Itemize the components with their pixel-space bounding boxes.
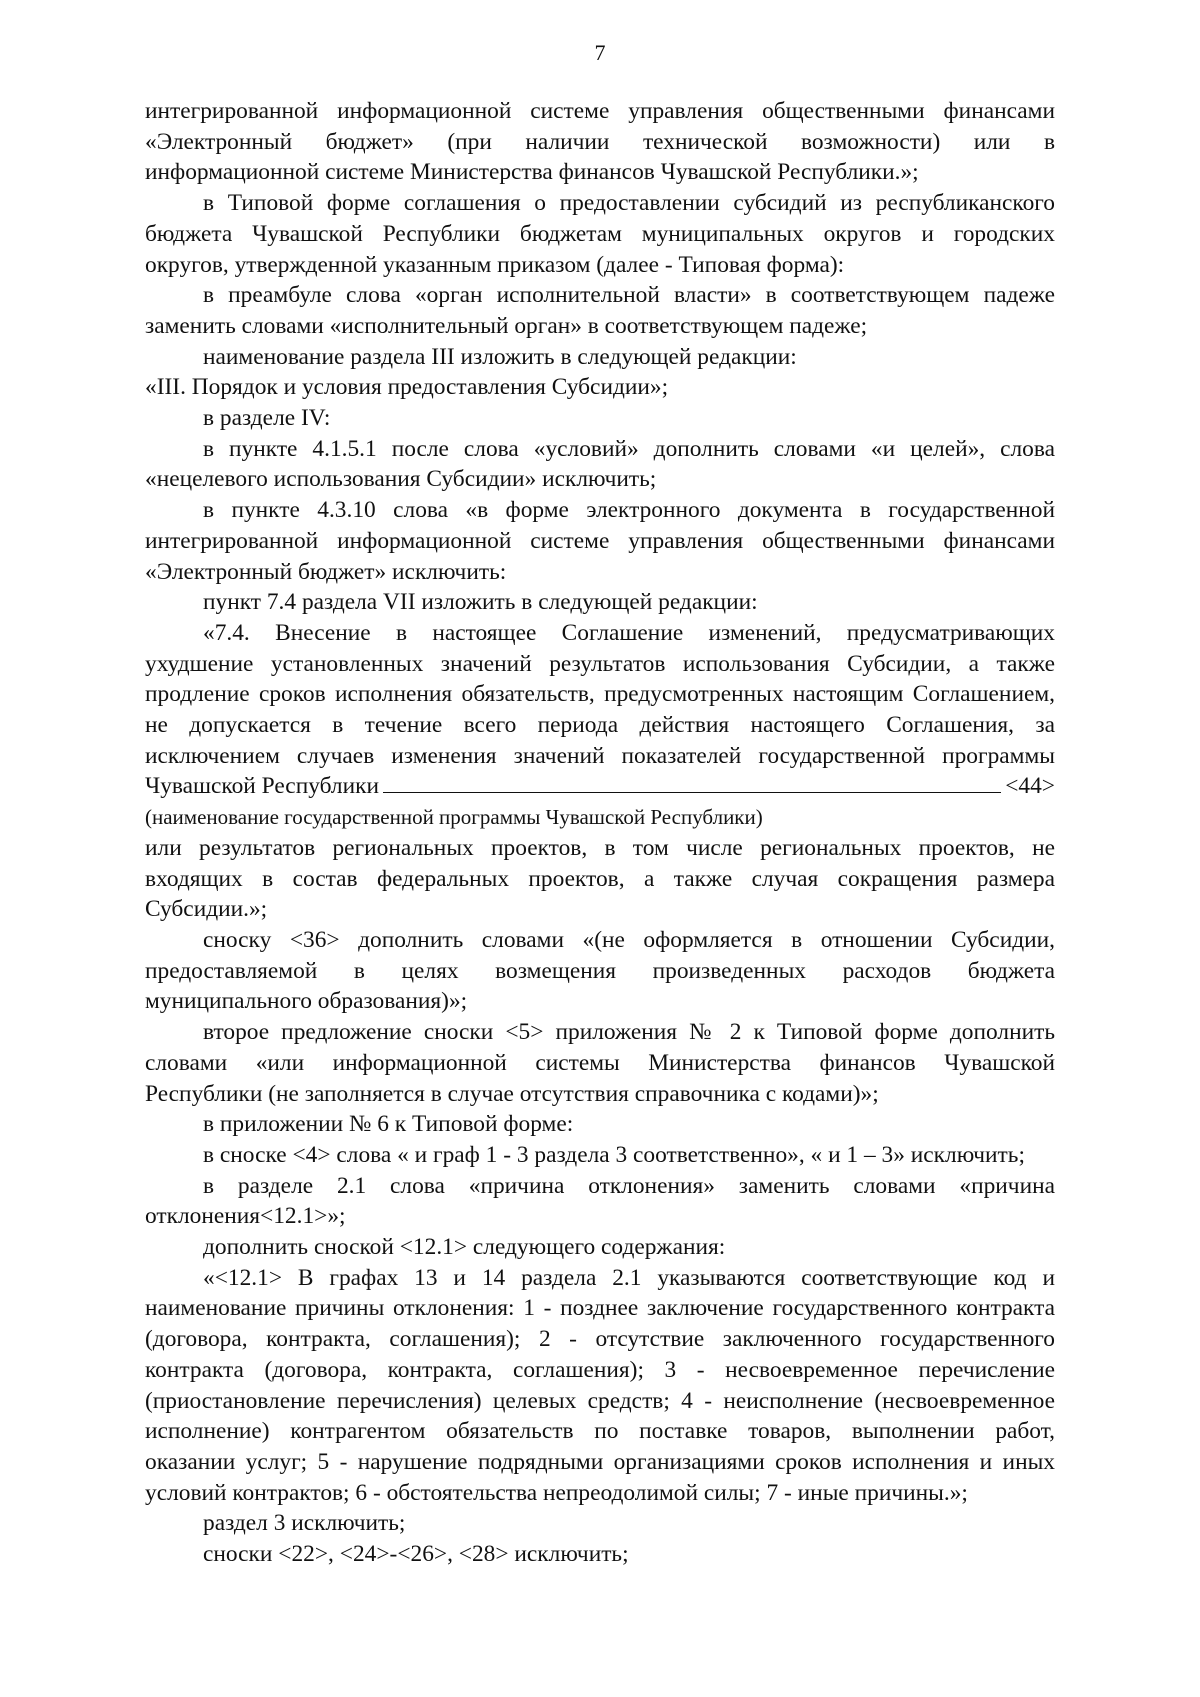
- text-line: «7.4. Внесение в настоящее Соглашение изменений, предусматривающих: [203, 619, 1055, 646]
- text-line: интегрированной информационной системе управления общественными финансами: [145, 527, 1055, 554]
- text-fragment: Чувашской Республики: [145, 773, 379, 800]
- text-line: «Электронный бюджет» исключить:: [145, 558, 507, 585]
- text-line: раздел 3 исключить;: [203, 1510, 406, 1537]
- page-number: 7: [594, 40, 606, 65]
- text-line: наименование причины отклонения: 1 - позднее заключение государственного контракта: [145, 1295, 1055, 1322]
- text-line: входящих в состав федеральных проектов, а также случая сокращения размера: [145, 865, 1055, 892]
- fill-in-line: [145, 771, 1055, 802]
- text-line: Республики (не заполняется в случае отсутствия справочника с кодами)»;: [145, 1080, 879, 1107]
- text-line: (приостановление перечисления) целевых средств; 4 - неисполнение (несвоевременное: [145, 1387, 1055, 1414]
- text-line: в разделе IV:: [203, 405, 331, 432]
- text-line: условий контрактов; 6 - обстоятельства непреодолимой силы; 7 - иные причины.»;: [145, 1479, 968, 1506]
- text-line: в пункте 4.3.10 слова «в форме электронного документа в государственной: [203, 497, 1055, 524]
- text-line: наименование раздела III изложить в следующей редакции:: [203, 343, 797, 370]
- text-line: оказании услуг; 5 - нарушение подрядными организациями сроков исполнения и иных: [145, 1448, 1055, 1475]
- text-line: словами «или информационной системы Министерства финансов Чувашской: [145, 1049, 1055, 1076]
- text-line: или результатов региональных проектов, в том числе региональных проектов, не: [145, 834, 1055, 861]
- text-line: заменить словами «исполнительный орган» в соответствующем падеже;: [145, 312, 868, 339]
- text-line: информационной системе Министерства финансов Чувашской Республики.»;: [145, 159, 919, 186]
- text-line: в сноске <4> слова « и граф 1 - 3 раздела 3 соответственно», « и 1 – 3» исключить;: [203, 1141, 1025, 1168]
- section-heading: «III. Порядок и условия предоставления Субсидии»;: [145, 374, 669, 401]
- text-line: ухудшение установленных значений результатов использования Субсидии, а также: [145, 650, 1055, 677]
- text-line: в преамбуле слова «орган исполнительной власти» в соответствующем падеже: [203, 282, 1055, 309]
- text-line: дополнить сноской <12.1> следующего содержания:: [203, 1234, 726, 1261]
- text-line: в приложении № 6 к Типовой форме:: [203, 1111, 574, 1138]
- document-body: [145, 96, 1055, 1570]
- blank-caption: (наименование государственной программы Чувашской Республики): [145, 805, 763, 830]
- text-line: «Электронный бюджет» (при наличии технической возможности) или в: [145, 128, 1055, 155]
- text-line: в разделе 2.1 слова «причина отклонения» заменить словами «причина: [203, 1172, 1055, 1199]
- text-line: «<12.1> В графах 13 и 14 раздела 2.1 указываются соответствующие код и: [203, 1264, 1055, 1291]
- text-line: контракта (договора, контракта, соглашения); 3 - несвоевременное перечисление: [145, 1356, 1055, 1383]
- text-line: второе предложение сноски <5> приложения № 2 к Типовой форме дополнить: [203, 1019, 1055, 1046]
- text-line: сноску <36> дополнить словами «(не оформляется в отношении Субсидии,: [203, 926, 1055, 953]
- text-line: предоставляемой в целях возмещения произведенных расходов бюджета: [145, 957, 1055, 984]
- blank-underline: [383, 791, 1001, 793]
- text-line: не допускается в течение всего периода действия настоящего Соглашения, за: [145, 712, 1055, 739]
- text-line: в Типовой форме соглашения о предоставлении субсидий из республиканского: [203, 190, 1055, 217]
- text-line: муниципального образования)»;: [145, 988, 468, 1015]
- text-line: округов, утвержденной указанным приказом (далее - Типовая форма):: [145, 251, 845, 278]
- text-line: (договора, контракта, соглашения); 2 - отсутствие заключенного государственного: [145, 1326, 1055, 1353]
- text-line: пункт 7.4 раздела VII изложить в следующей редакции:: [203, 589, 758, 616]
- text-line: продление сроков исполнения обязательств, предусмотренных настоящим Соглашением,: [145, 681, 1055, 708]
- text-line: интегрированной информационной системе управления общественными финансами: [145, 98, 1055, 124]
- text-line: бюджета Чувашской Республики бюджетам муниципальных округов и городских: [145, 220, 1055, 247]
- text-line: сноски <22>, <24>-<26>, <28> исключить;: [203, 1541, 629, 1568]
- text-line: в пункте 4.1.5.1 после слова «условий» дополнить словами «и целей», слова: [203, 435, 1055, 462]
- text-line: Субсидии.»;: [145, 896, 268, 923]
- text-line: отклонения<12.1>»;: [145, 1203, 346, 1230]
- footnote-ref: <44>: [1005, 773, 1055, 800]
- text-line: исключением случаев изменения значений показателей государственной программы: [145, 742, 1055, 769]
- text-line: «нецелевого использования Субсидии» исключить;: [145, 466, 657, 493]
- text-line: исполнение) контрагентом обязательств по поставке товаров, выполнении работ,: [145, 1418, 1055, 1445]
